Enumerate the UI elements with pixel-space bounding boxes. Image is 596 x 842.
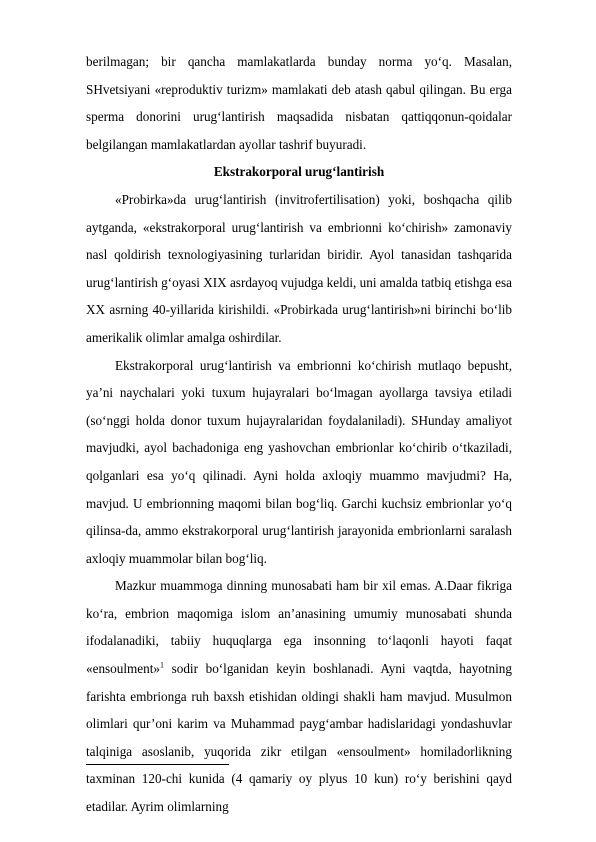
- paragraph-continuation: berilmagan; bir qancha mamlakatlarda bunday norma yo‘q. Masalan, SHvetsiyani «reproduktiv turizm» mamlakati deb atash qabul qilingan. Bu erga sperma donorini urug‘lantirish maqsadida nisbatan qattiqqonun-qoidalar belgilangan mamlakatlardan ayollar tashrif buyuradi.: [86, 54, 512, 152]
- section-heading: Ekstrakorporal urug‘lantirish: [213, 164, 385, 180]
- paragraph-ekstrakorporal: Ekstrakorporal urug‘lantirish va embrionni ko‘chirish mutlaqo bepusht, ya’ni naychalari yoki tuxum hujayralari bo‘lmagan ayollarga tavsiya etiladi (so‘nggi holda donor tuxum hujayralaridan foydalaniladi). SHunday amaliyot mavjudki, ayol bachadoniga eng yashovchan embrionlar ko‘chirib o‘tkaziladi, qolganlari esa yo‘q qilinadi. Ayni holda axloqiy muammo mavjudmi? Ha, mavjud. U embrionning maqomi bilan bog‘liq. Garchi kuchsiz embrionlar yo‘q qilinsa-da, ammo ekstrakorporal urug‘lantirish jarayonida embrionlarni saralash axloqiy muammolar bilan bog‘liq.: [86, 357, 512, 566]
- footnote-reference[interactable]: 1: [160, 660, 164, 670]
- document-page: [86, 48, 512, 821]
- paragraph-probirka: «Probirka»da urug‘lantirish (invitrofertilisation) yoki, boshqacha qilib aytganda, «ekstrakorporal urug‘lantirish va embrionni ko‘chirish» zamonaviy nasl qoldirish texnologiyasining turlaridan biridir. Ayol tanasidan tashqarida urug‘lantirish g‘oyasi XIX asrdayoq vujudga keldi, uni amalda tatbiq etishga esa XX asrning 40-yillarida kirishildi. «Probirkada urug‘lantirish»ni birinchi bo‘lib amerikalik olimlar amalga oshirdilar.: [86, 191, 512, 345]
- footnote-separator: [86, 764, 229, 765]
- paragraph-text-part-2: sodir bo‘lganidan keyin boshlanadi. Ayni vaqtda, hayotning farishta embrionga ruh baxsh etishidan oldingi shakli ham mavjud. Musulmon olimlari qur’oni karim va Muhammad payg‘ambar hadislaridagi yondashuvlar talqiniga asoslanib, yuqorida zikr etilgan «ensoulment» homiladorlikning taxminan 120-chi kunida (4 qamariy oy plyus 10 kun) ro‘y berishini qayd etadilar. Ayrim olimlarning: [86, 661, 512, 815]
- paragraph-text-part-1: Mazkur muammoga dinning munosabati ham bir xil emas. A.Daar fikriga ko‘ra, embrion maqomiga islom an’anasining umumiy munosabati shunda ifodalanadiki, tabiiy huquqlarga ega insonning to‘laqonli hayoti faqat «ensoulment»: [86, 578, 512, 677]
- paragraph-dinning-munosabati: [86, 572, 512, 820]
